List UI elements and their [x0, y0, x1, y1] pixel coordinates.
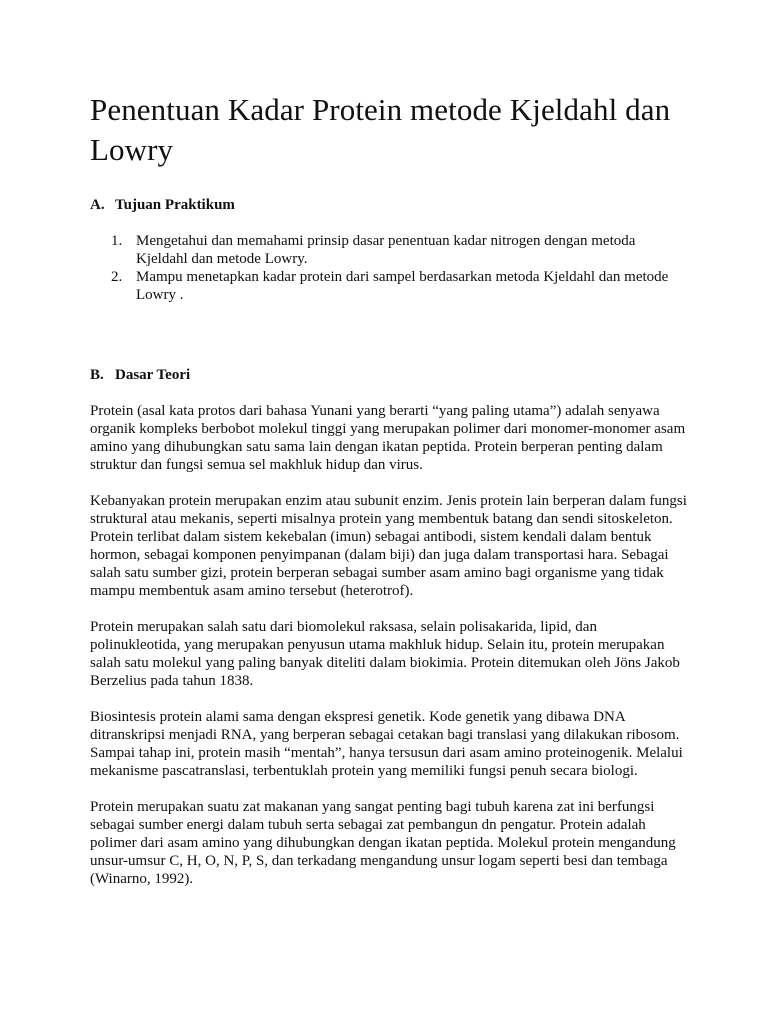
paragraph: Protein merupakan suatu zat makanan yang sangat penting bagi tubuh karena zat ini berfungsi sebagai sumber energi dalam tubuh serta sebagai zat pembangun dn pengatur. Protein adalah polimer dari asam amino yang dihubungkan dengan ikatan peptida. Molekul protein mengandung unsur-umsur C, H, O, N, P, S, dan terkadang mengandung unsur logam seperti besi dan tembaga (Winarno, 1992).: [90, 799, 676, 887]
section-heading-tujuan: [90, 196, 688, 214]
paragraph: Protein (asal kata protos dari bahasa Yunani yang berarti “yang paling utama”) adalah senyawa organik kompleks berbobot molekul tinggi yang merupakan polimer dari monomer-monomer asam amino yang dihubungkan satu sama lain dengan ikatan peptida. Protein berperan penting dalam struktur dan fungsi semua sel makhluk hidup dan virus.: [90, 403, 686, 473]
list-item: [111, 232, 688, 268]
objectives-list: [90, 232, 688, 304]
paragraph: Kebanyakan protein merupakan enzim atau subunit enzim. Jenis protein lain berperan dalam fungsi struktural atau mekanis, seperti misalnya protein yang membentuk batang dan sendi sitoskeleton. Protein terlibat dalam sistem kekebalan (imun) sebagai antibodi, sistem kendali dalam bentuk hormon, sebagai komponen penyimpanan (dalam biji) dan juga dalam transportasi hara. Sebagai salah satu sumber gizi, protein berperan sebagai sumber asam amino bagi organisme yang tidak mampu membentuk asam amino tersebut (heterotrof).: [90, 493, 687, 599]
section-heading-dasar-teori: [90, 366, 688, 384]
list-item: [111, 268, 688, 304]
list-item-text: Mampu menetapkan kadar protein dari sampel berdasarkan metoda Kjeldahl dan metode Lowry .: [136, 269, 669, 303]
document-title: Penentuan Kadar Protein metode Kjeldahl dan Lowry: [90, 92, 671, 167]
section-letter: A.: [90, 197, 105, 213]
section-title: Dasar Teori: [115, 367, 191, 383]
list-item-number: 2.: [111, 269, 123, 285]
section-letter: B.: [90, 367, 104, 383]
list-item-number: 1.: [111, 233, 123, 249]
section-title: Tujuan Praktikum: [115, 197, 235, 213]
paragraph: Protein merupakan salah satu dari biomolekul raksasa, selain polisakarida, lipid, dan polinukleotida, yang merupakan penyusun utama makhluk hidup. Selain itu, protein merupakan salah satu molekul yang paling banyak diteliti dalam biokimia. Protein ditemukan oleh Jöns Jakob Berzelius pada tahun 1838.: [90, 619, 680, 689]
paragraph: Biosintesis protein alami sama dengan ekspresi genetik. Kode genetik yang dibawa DNA ditranskripsi menjadi RNA, yang berperan sebagai cetakan bagi translasi yang dilakukan ribosom. Sampai tahap ini, protein masih “mentah”, hanya tersusun dari asam amino proteinogenik. Melalui mekanisme pascatranslasi, terbentuklah protein yang memiliki fungsi penuh secara biologi.: [90, 709, 683, 779]
list-item-text: Mengetahui dan memahami prinsip dasar penentuan kadar nitrogen dengan metoda Kjeldahl dan metode Lowry.: [136, 233, 636, 267]
